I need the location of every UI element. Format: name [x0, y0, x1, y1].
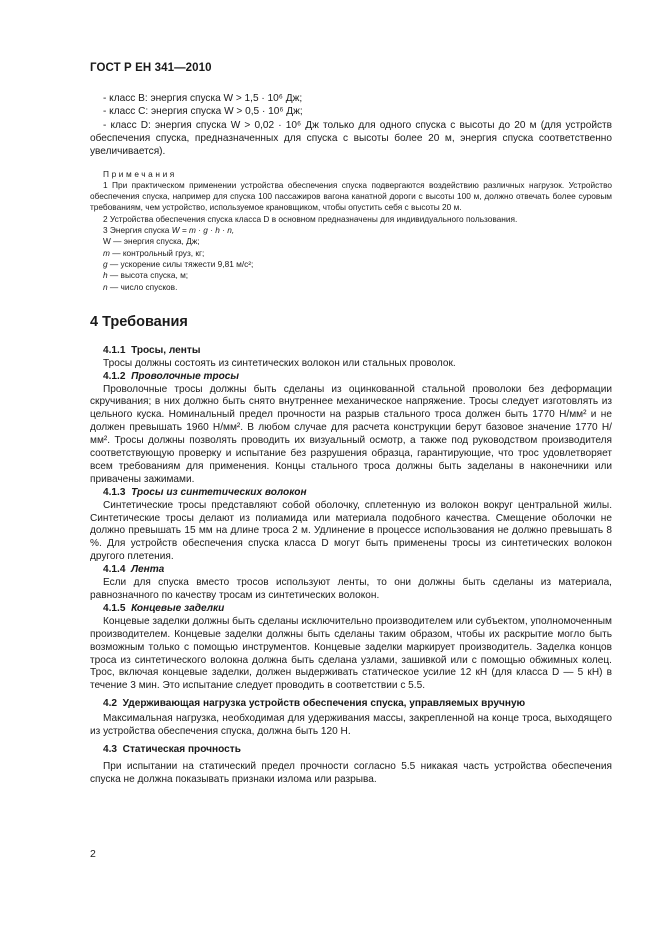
- section-4-1-2-text: Проволочные тросы должны быть сделаны из оцинкованной стальной проволоки без деформации скручивания; в них должно быть снято внутреннее механическое напряжение. Тросы следует изготовлять из цельного куска. Номинальный предел прочности на разрыв стального троса должен быть 1770 Н/мм² и не должен превышать 1960 Н/мм². В любом случае для расчета конструкции берут базовое значение 1770 Н/мм². Тросы должны позволять проводить их визуальный осмотр, а также под руководством производителя соответствующую проверку и испытание без разрушения образца, гарантирующие, что трос удовлетворяет всем требованиям для применения. Концы стального троса должны быть заделаны в наконечники или привачены зажимами.: [90, 383, 612, 485]
- section-4-title: 4 Требования: [90, 313, 188, 330]
- class-c-item: - класс С: энергия спуска W > 0,5 · 10⁶ Дж;: [103, 106, 303, 118]
- section-4-1-5-heading: 4.1.5 Концевые заделки: [103, 602, 225, 614]
- note-3: [90, 225, 612, 236]
- energy-formula: W = m · g · h · n,: [171, 225, 235, 236]
- section-4-1-4-heading: 4.1.4 Лента: [103, 564, 165, 576]
- class-b-item: - класс В: энергия спуска W > 1,5 · 10⁶ Дж;: [103, 93, 303, 104]
- notes-block: [90, 169, 612, 293]
- def-g: g — ускорение силы тяжести 9,81 м/с²;: [103, 258, 254, 269]
- section-4-1-1-text: Тросы должны состоять из синтетических волокон или стальных проволок.: [103, 357, 456, 369]
- section-4-2-heading: 4.2 Удерживающая нагрузка устройств обеспечения спуска, управляемых вручную: [103, 698, 526, 710]
- class-d-item: - класс D: энергия спуска W > 0,02 · 10⁶ Дж только для одного спуска с высоты до 20 м (для устройств обеспечения спуска, предназначенных для спуска с высоты более 20 м, энергия спуска соответственно увеличивается).: [90, 119, 612, 157]
- section-4-2-text: Максимальная нагрузка, необходимая для удерживания массы, закрепленной на конце троса, выходящего из устройства обеспечения спуска, должна быть 120 Н.: [90, 713, 612, 738]
- page-number: 2: [90, 848, 96, 860]
- document-page: [90, 62, 612, 787]
- section-4-1-2-heading: 4.1.2 Проволочные тросы: [103, 370, 240, 382]
- document-header: ГОСТ Р ЕН 341—2010: [90, 62, 212, 74]
- section-4-3-heading: 4.3 Статическая прочность: [103, 743, 241, 755]
- def-h: h — высота спуска, м;: [103, 270, 189, 281]
- section-4-1-1-heading: 4.1.1 Тросы, ленты: [103, 344, 201, 356]
- def-w: W — энергия спуска, Дж;: [103, 236, 200, 247]
- notes-heading: Примечания: [103, 168, 177, 179]
- section-4-3-text: При испытании на статический предел прочности согласно 5.5 никакая часть устройства обеспечения спуска не должна показывать признаки излома или разрыва.: [90, 760, 612, 785]
- note-1: 1 При практическом применении устройства обеспечения спуска подвергаются воздействию различных нагрузок. Устройство обеспечения спуска, например для спуска 100 пассажиров вагона канатной дороги с высоты 100 м, должно отвечать более суровым требованиям, чем устройство, используемое крановщиком, чтобы опустить себя с высоты 20 м.: [90, 179, 612, 213]
- note-3-prefix: 3 Энергия спуска: [103, 225, 172, 236]
- section-4-1-3-text: Синтетические тросы представляют собой оболочку, сплетенную из волокон вокруг центральной жилы. Синтетические тросы делают из полиамида или материала подобного качества. Смещение оболочки не должно превышать 15 мм на длине троса 2 м. Удлинение в процессе использования не должно превышать 8 %. Для устройств обеспечения спуска класса D могут быть применены тросы из синтетических волокон другого плетения.: [90, 499, 612, 563]
- def-n: n — число спусков.: [103, 281, 178, 292]
- section-4-1-4-text: Если для спуска вместо тросов используют ленты, то они должны быть сделаны из материала, равнозначного по качеству тросам из синтетических волокон.: [90, 577, 612, 602]
- section-4-1-3-heading: 4.1.3 Тросы из синтетических волокон: [103, 486, 307, 498]
- section-4-1-5-text: Концевые заделки должны быть сделаны исключительно производителем или субъектом, уполномоченным производителем. Концевые заделки должны быть сделаны таким образом, чтобы их раскрытие могло быть возможным только с помощью инструментов. Концевые заделки маркирует производитель. Заделка концов троса из синтетического волокна должна быть сделана узлами, зашивкой или с помощью обжимных колец. Трос, включая концевые заделки, должен выдерживать статическое усилие 12 кН (для класса D — 5 кН) в течение 3 мин. Это испытание следует проводить в соответствии с 5.5.: [90, 615, 612, 692]
- def-m: m — контрольный груз, кг;: [103, 247, 205, 258]
- note-2: 2 Устройства обеспечения спуска класса D в основном предназначены для индивидуального пользования.: [103, 213, 518, 224]
